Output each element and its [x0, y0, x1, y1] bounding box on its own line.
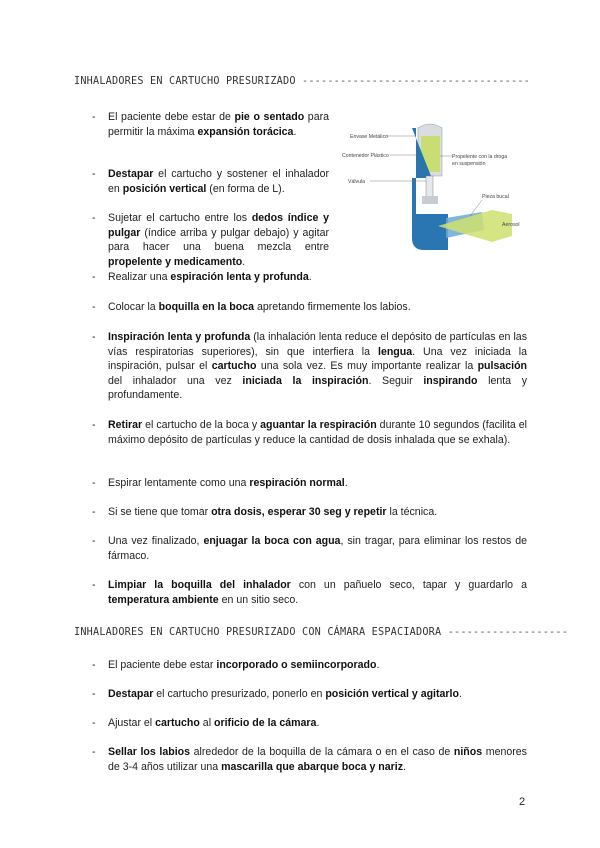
bullet-dash: -: [92, 579, 96, 591]
list-item-text: Espirar lentamente como una respiración normal.: [108, 477, 348, 489]
list-item-text: Retirar el cartucho de la boca y aguantar la respiración durante 10 segundos (facilita el máximo depósito de partículas y reduce la cantidad de dosis inhalada que se exhala).: [108, 419, 527, 446]
bullet-dash: -: [92, 111, 96, 123]
list-item-text: Destapar el cartucho y sostener el inhalador en posición vertical (en forma de L).: [108, 168, 329, 195]
list-item: [92, 211, 329, 269]
list-item: [92, 270, 329, 285]
valve-stem: [426, 176, 433, 198]
list-item-text: Inspiración lenta y profunda (la inhalación lenta reduce el depósito de partículas en las vías respiratorias superiores), sin que interfiera la lengua. Una vez iniciada la inspiración, pulsar el cartucho una sola vez. Es muy importante realizar la pulsación del inhalador una vez iniciada la inspiración. Seguir inspirando lenta y profundamente.: [108, 331, 528, 402]
list-item-text: Realizar una espiración lenta y profunda.: [108, 271, 312, 283]
list-item-text: Sujetar el cartucho entre los dedos índice y pulgar (índice arriba y pulgar debajo) y agitar para hacer una buena mezcla entre propelente y medicamento.: [108, 212, 329, 268]
list-item-text: Si se tiene que tomar otra dosis, esperar 30 seg y repetir la técnica.: [108, 506, 438, 518]
page-number: 2: [519, 796, 526, 808]
list-item: [92, 658, 527, 673]
list-item: [92, 110, 329, 139]
label-propelente-1: Propelente con la droga: [452, 154, 508, 160]
label-propelente-2: en suspensión: [452, 161, 486, 167]
list-item-text: Limpiar la boquilla del inhalador con un pañuelo seco, tapar y guardarlo a temperatura ambiente en un sitio seco.: [108, 579, 527, 606]
bullet-dash: -: [92, 746, 96, 758]
label-envase: Envase Metálico: [350, 134, 389, 140]
list-item: [92, 716, 527, 731]
label-pieza-bucal: Pieza bucal: [482, 194, 509, 200]
bullet-dash: -: [92, 168, 96, 180]
list-item-text: Una vez finalizado, enjuagar la boca con agua, sin tragar, para eliminar los restos de fármaco.: [108, 535, 528, 562]
bullet-dash: -: [92, 659, 96, 671]
list-item-text: Ajustar el cartucho al orificio de la cámara.: [108, 717, 320, 729]
section1-heading-text: INHALADORES EN CARTUCHO PRESURIZADO: [74, 76, 296, 87]
inhaler-diagram-svg: [342, 118, 540, 268]
bullet-dash: -: [92, 331, 96, 343]
section2-heading: [74, 627, 568, 638]
list-item-text: Destapar el cartucho presurizado, ponerlo en posición vertical y agitarlo.: [108, 688, 462, 700]
section2-heading-text: INHALADORES EN CARTUCHO PRESURIZADO CON CÁMARA ESPACIADORA: [74, 627, 442, 638]
actuator-seat: [422, 196, 438, 204]
bullet-dash: -: [92, 477, 96, 489]
list-item: [92, 167, 329, 196]
list-item: [92, 330, 527, 403]
section1-heading-rule: ------------------------------------: [302, 76, 531, 87]
bullet-dash: -: [92, 506, 96, 518]
label-aerosol: Aerosol: [502, 222, 520, 228]
bullet-dash: -: [92, 301, 96, 313]
list-item: [92, 578, 527, 607]
section1-heading: [74, 76, 530, 87]
bullet-dash: -: [92, 271, 96, 283]
list-item: [92, 687, 527, 702]
list-item-text: El paciente debe estar de pie o sentado para permitir la máxima expansión torácica.: [108, 111, 330, 138]
bullet-dash: -: [92, 212, 96, 224]
list-item: [92, 418, 527, 447]
bullet-dash: -: [92, 717, 96, 729]
section2-heading-rule: -------------------: [447, 627, 569, 638]
list-item: [92, 534, 527, 563]
label-contenedor: Contenedor Plástico: [342, 153, 389, 159]
label-valvula: Válvula: [348, 179, 366, 185]
bullet-dash: -: [92, 419, 96, 431]
list-item-text: Colocar la boquilla en la boca apretando firmemente los labios.: [108, 301, 411, 313]
bullet-dash: -: [92, 688, 96, 700]
list-item-text: El paciente debe estar incorporado o semiincorporado.: [108, 659, 380, 671]
list-item: [92, 300, 527, 315]
bullet-dash: -: [92, 535, 96, 547]
list-item-text: Sellar los labios alrededor de la boquilla de la cámara o en el caso de niños menores de 3-4 años utilizar una mascarilla que abarque boca y nariz.: [108, 746, 527, 773]
list-item: [92, 505, 527, 520]
list-item: [92, 745, 527, 774]
inhaler-diagram: [342, 118, 540, 268]
list-item: [92, 476, 527, 491]
